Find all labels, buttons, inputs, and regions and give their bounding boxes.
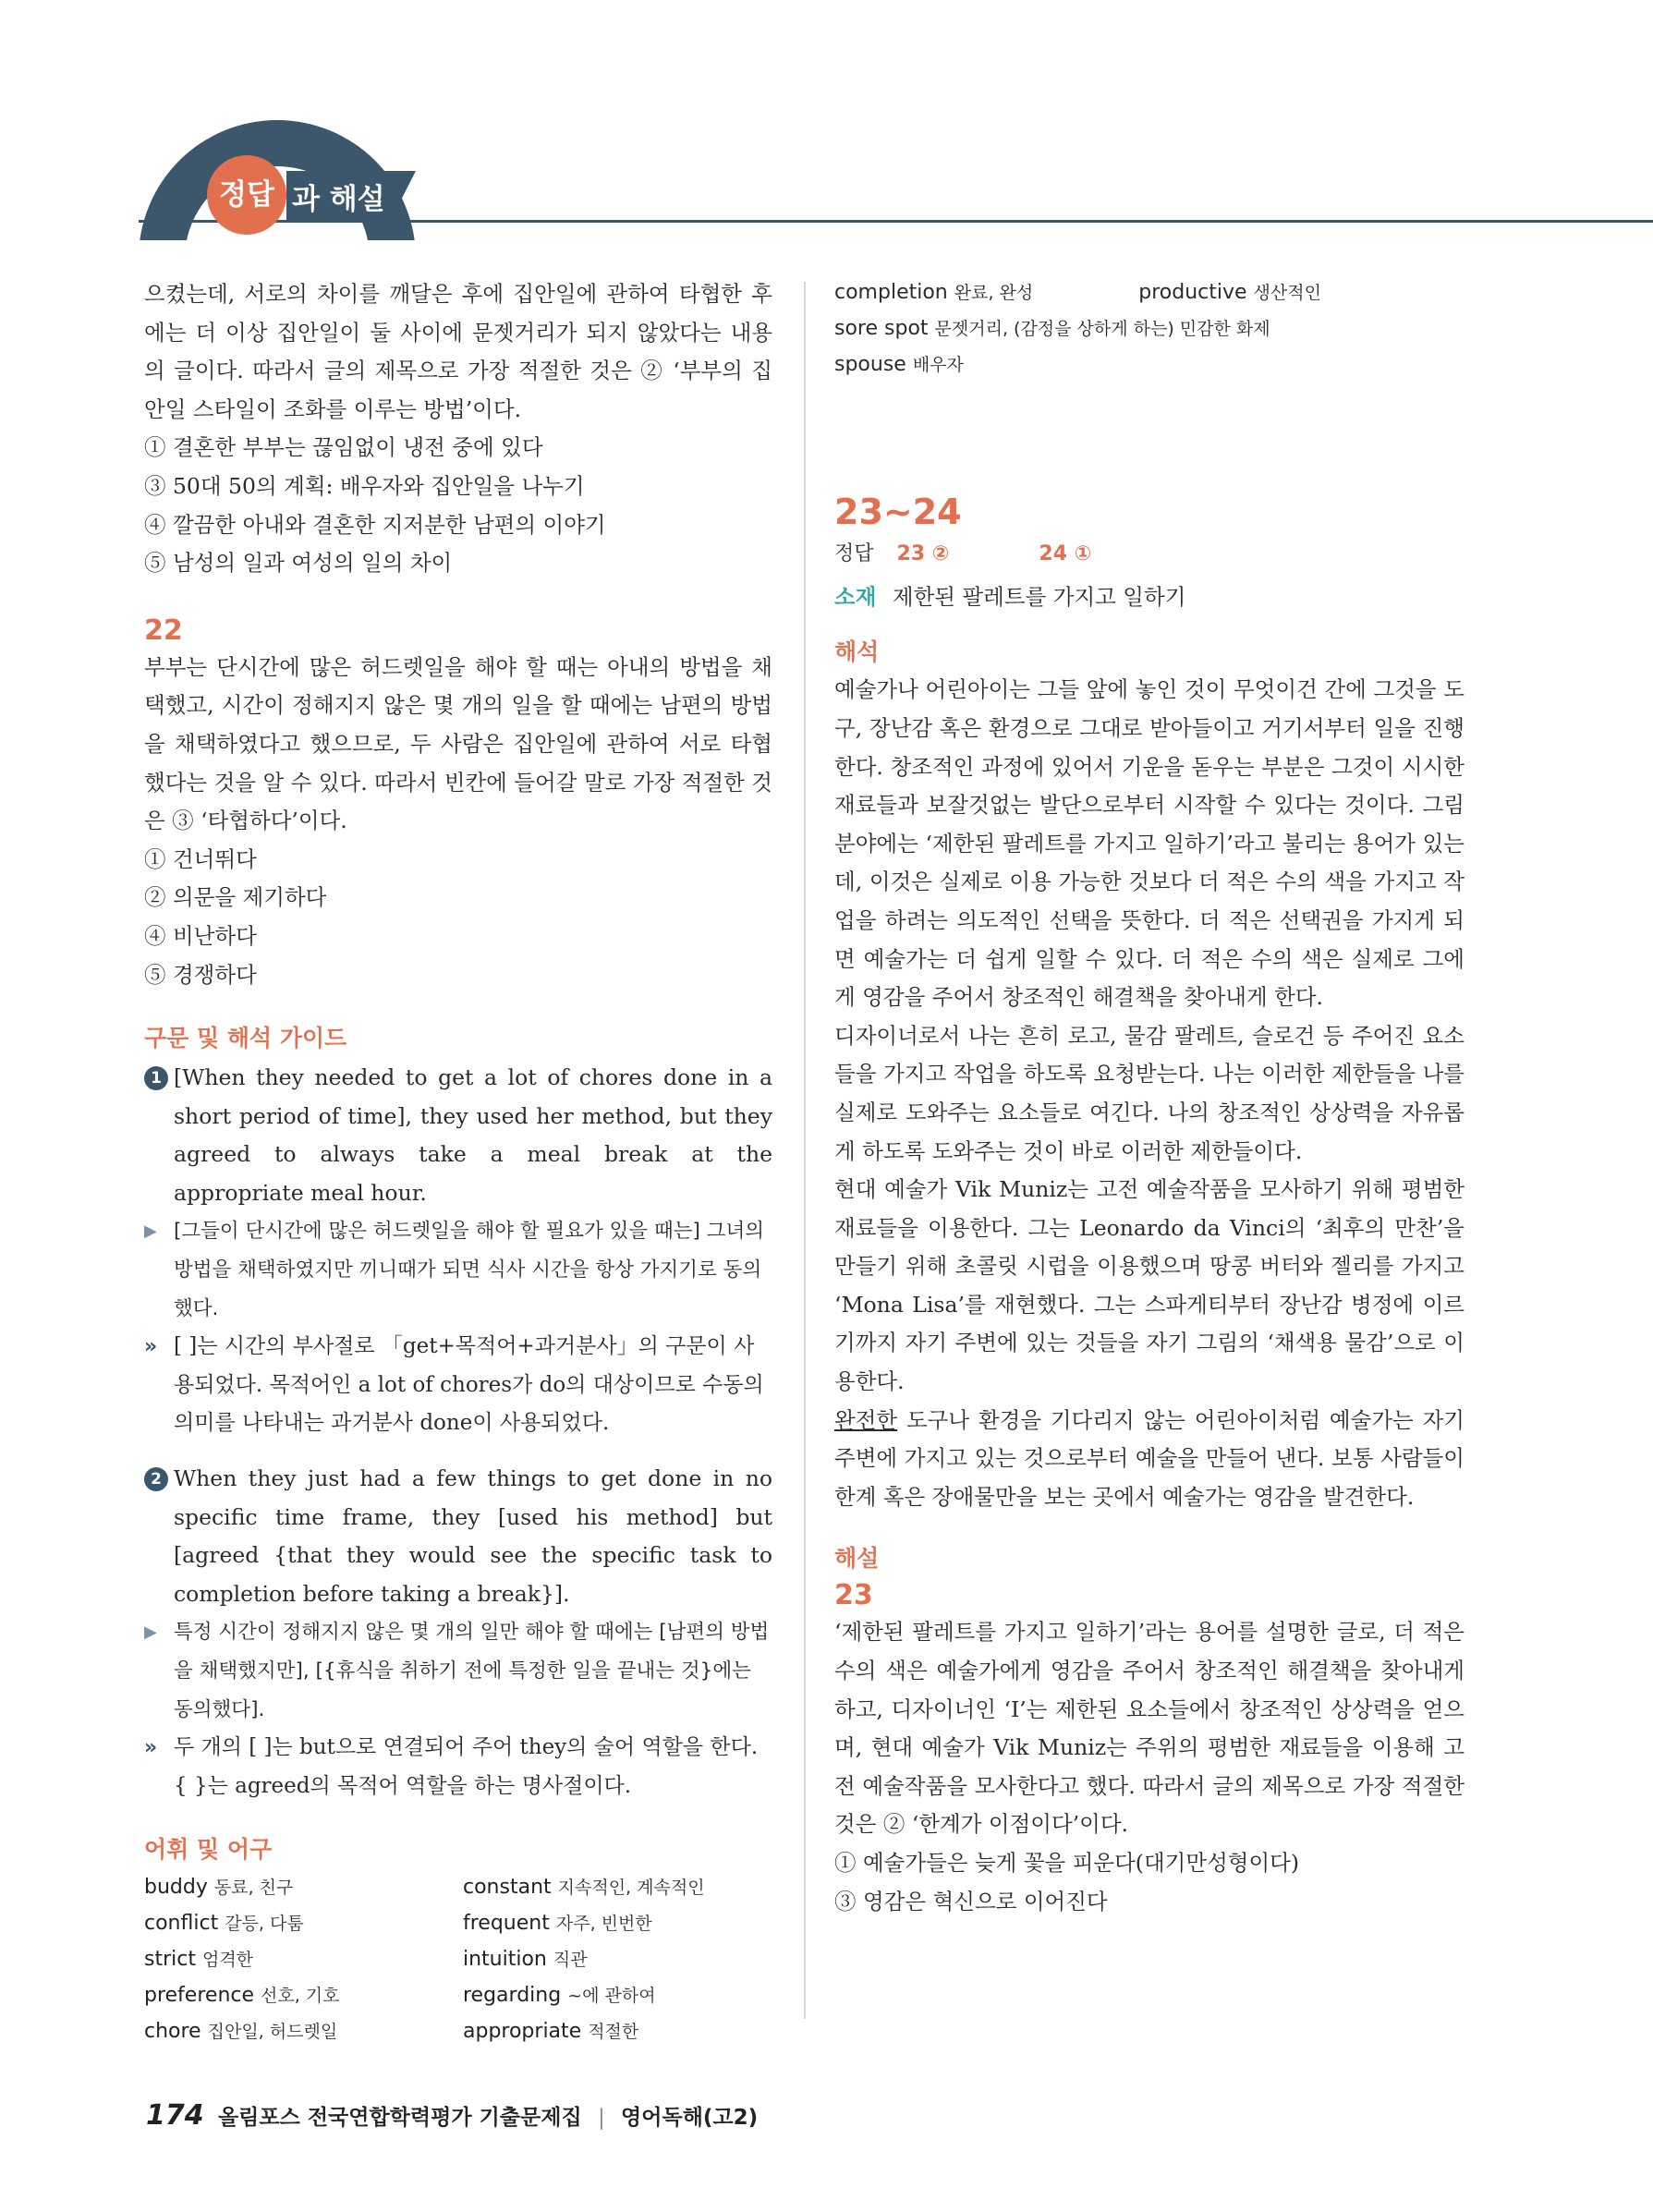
guide-translation-text: [그들이 단시간에 많은 허드렛일을 해야 할 필요가 있을 때는] 그녀의 방법을 채택하였지만 끼니때가 되면 식사 시간을 항상 가지기로 동의했다.: [174, 1220, 765, 1320]
option-item: ④ 비난하다: [144, 922, 257, 949]
triangle-icon: ▶: [144, 1623, 157, 1643]
left-column: [144, 275, 772, 2049]
option-item: ② 의문을 제기하다: [144, 884, 327, 911]
answer-24: 24 ①: [1039, 542, 1092, 566]
vocab-item: constant 지속적인, 계속적인: [463, 1876, 705, 1900]
question-number: 23: [834, 1579, 873, 1612]
vocab-item: spouse 배우자: [834, 352, 964, 376]
guide-sentence-1: [144, 1059, 772, 1212]
explanation-paragraph: ‘제한된 팔레트를 가지고 일하기’라는 용어를 설명한 글로, 더 적은 수의 색은 예술가에게 영감을 주어서 창조적인 해결책을 찾아내게 하고, 디자이너인 ‘I’는 제한된 요소들에서 창조적인 상상력을 얻으며, 현대 예술가 Vik Muniz는 주위의 평범한 재료들을 이용해 고전 예술작품을 모사한다고 했다. 따라서 글의 제목으로 가장 적절한 것은 ② ‘한계가 이점이다’이다.: [834, 1619, 1465, 1838]
option-item: ⑤ 남성의 일과 여성의 일의 차이: [144, 550, 453, 577]
option-item: ④ 깔끔한 아내와 결혼한 지저분한 남편의 이야기: [144, 511, 606, 538]
option-item: ③ 영감은 혁신으로 이어진다: [834, 1888, 1108, 1914]
topic-tag: 소재: [834, 584, 877, 611]
guide-translation-text: 특정 시간이 정해지지 않은 몇 개의 일만 해야 할 때에는 [남편의 방법을 채택했지만], [{휴식을 취하기 전에 특정한 일을 끝내는 것}에는 동의했다].: [174, 1621, 770, 1721]
page-footer: [146, 2099, 758, 2132]
vocab-item: appropriate 적절한: [463, 2019, 639, 2043]
guide-translation: [144, 1613, 772, 1729]
right-column: [834, 275, 1465, 1921]
answer-badge: 정답: [207, 155, 286, 235]
guide-english: When they just had a few things to get done in no specific time frame, they [used his method] but [agreed {that they would see the specific task to completion before taking a break}].: [174, 1465, 772, 1607]
translation-paragraph: 현대 예술가 Vik Muniz는 고전 예술작품을 모사하기 위해 평범한 재료들을 이용한다. 그는 Leonardo da Vinci의 ‘최후의 만찬’을 만들기 위해 초콜릿 시럽을 이용했으며 땅콩 버터와 젤리를 가지고 ‘Mona Lisa’를 재현했다. 그는 스파게티부터 장난감 병정에 이르기까지 자기 주변에 있는 것들을 자기 그림의 ‘채색용 물감’으로 이용한다.: [834, 1176, 1465, 1395]
vocab-item: frequent 자주, 빈번한: [463, 1912, 652, 1936]
vocab-item: buddy 동료, 친구: [144, 1876, 294, 1900]
explanation-title: 해설: [834, 1545, 880, 1573]
guide-note-text: [ ]는 시간의 부사절로 「get+목적어+과거분사」의 구문이 사용되었다. 목적어인 a lot of chores가 do의 대상이므로 수동의 의미를 나타내는 과거분사 done이 사용되었다.: [174, 1334, 764, 1436]
translation-title: 해석: [834, 638, 880, 666]
number-circle-icon: 1: [144, 1066, 168, 1090]
vocab-item: sore spot 문젯거리, (감정을 상하게 하는) 민감한 화제: [834, 316, 1270, 340]
guide-note: [144, 1328, 772, 1443]
guide-sentence-2: [144, 1460, 772, 1613]
intro-paragraph: 으켰는데, 서로의 차이를 깨달은 후에 집안일에 관하여 타협한 후에는 더 이상 집안일이 둘 사이에 문젯거리가 되지 않았다는 내용의 글이다. 따라서 글의 제목으로 가장 적절한 것은 ② ‘부부의 집안일 스타일이 조화를 이루는 방법’이다.: [144, 281, 772, 422]
vocab-title: 어휘 및 어구: [144, 1836, 273, 1864]
answer-23: 23 ②: [896, 542, 950, 566]
option-item: ① 결혼한 부부는 끊임없이 냉전 중에 있다: [144, 434, 543, 461]
vocab-item: regarding ~에 관하여: [463, 1983, 656, 2007]
vocab-item: conflict 갈등, 다툼: [144, 1912, 304, 1936]
subject-title: 영어독해(고2): [621, 2106, 759, 2130]
book-title: 올림포스 전국연합학력평가 기출문제집: [217, 2106, 582, 2130]
vocab-item: preference 선호, 기호: [144, 1983, 340, 2007]
vocab-item: chore 집안일, 허드렛일: [144, 2019, 338, 2043]
option-item: ① 예술가들은 늦게 꽃을 피운다(대기만성형이다): [834, 1850, 1300, 1877]
answer-row: [834, 536, 1465, 573]
guide-note: [144, 1729, 772, 1805]
double-chevron-icon: »: [144, 1335, 158, 1359]
guide-english: [When they needed to get a lot of chores done in a short period of time], they used her method, but they agreed to always take a meal break at the appropriate meal hour.: [174, 1064, 772, 1206]
topic-text: 제한된 팔레트를 가지고 일하기: [892, 584, 1186, 611]
vocab-item: strict 엄격한: [144, 1947, 254, 1971]
guide-translation: [144, 1212, 772, 1328]
question-range: 23~24: [834, 492, 962, 533]
option-item: ③ 50대 50의 계획: 배우자와 집안일을 나누기: [144, 472, 585, 499]
vocab-item: completion 완료, 완성 productive 생산적인: [834, 281, 1321, 304]
double-chevron-icon: »: [144, 1736, 158, 1760]
option-item: ① 건너뛰다: [144, 845, 257, 872]
answer-label: 정답: [834, 542, 874, 566]
q22-explanation: 부부는 단시간에 많은 허드렛일을 해야 할 때는 아내의 방법을 채택했고, 시간이 정해지지 않은 몇 개의 일을 할 때에는 남편의 방법을 채택하였다고 했으므로, 두 사람은 집안일에 관하여 서로 타협했다는 것을 알 수 있다. 따라서 빈칸에 들어갈 말로 가장 적절한 것은 ③ ‘타협하다’이다.: [144, 653, 772, 834]
column-divider: [804, 282, 806, 2019]
section-title: 과 해설: [292, 183, 385, 216]
footer-separator: |: [597, 2106, 605, 2130]
guide-title: 구문 및 해석 가이드: [144, 1025, 347, 1052]
translation-paragraph: 예술가나 어린아이는 그들 앞에 놓인 것이 무엇이건 간에 그것을 도구, 장난감 혹은 환경으로 그대로 받아들이고 거기서부터 일을 진행한다. 창조적인 과정에 있어서 기운을 돋우는 부분은 그것이 시시한 재료들과 보잘것없는 발단으로부터 시작할 수 있다는 것이다. 그림 분야에는 ‘제한된 팔레트를 가지고 일하기’라고 불리는 용어가 있는데, 이것은 실제로 이용 가능한 것보다 더 적은 수의 색을 가지고 작업을 하려는 의도적인 선택을 뜻한다. 더 적은 선택권을 가지게 되면 예술가는 더 쉽게 일할 수 있다. 더 적은 수의 색은 실제로 그에게 영감을 주어서 창조적인 해결책을 찾아내게 한다.: [834, 676, 1465, 1011]
triangle-icon: ▶: [144, 1221, 157, 1242]
translation-paragraph: 디자이너로서 나는 흔히 로고, 물감 팔레트, 슬로건 등 주어진 요소들을 가지고 작업을 하도록 요청받는다. 나는 이러한 제한들을 나를 실제로 도와주는 요소들로 여긴다. 나의 창조적인 상상력을 자유롭게 하도록 도와주는 것이 바로 이러한 제한들이다.: [834, 1022, 1465, 1164]
underlined-word: 완전한: [834, 1406, 898, 1433]
guide-note-text: 두 개의 [ ]는 but으로 연결되어 주어 they의 술어 역할을 한다. { }는 agreed의 목적어 역할을 하는 명사절이다.: [174, 1735, 759, 1798]
page-number: 174: [146, 2099, 204, 2132]
option-item: ⑤ 경쟁하다: [144, 961, 257, 988]
vocab-list: [144, 1870, 772, 2049]
topic-row: [834, 577, 1465, 617]
translation-paragraph: 완전한 도구나 환경을 기다리지 않는 어린아이처럼 예술가는 자기 주변에 가지고 있는 것으로부터 예술을 만들어 낸다. 보통 사람들이 한계 혹은 장애물만을 보는 곳에서 예술가는 영감을 발견한다.: [834, 1406, 1465, 1510]
vocab-item: intuition 직관: [463, 1947, 588, 1971]
question-number: 22: [144, 614, 183, 647]
number-circle-icon: 2: [144, 1467, 168, 1491]
